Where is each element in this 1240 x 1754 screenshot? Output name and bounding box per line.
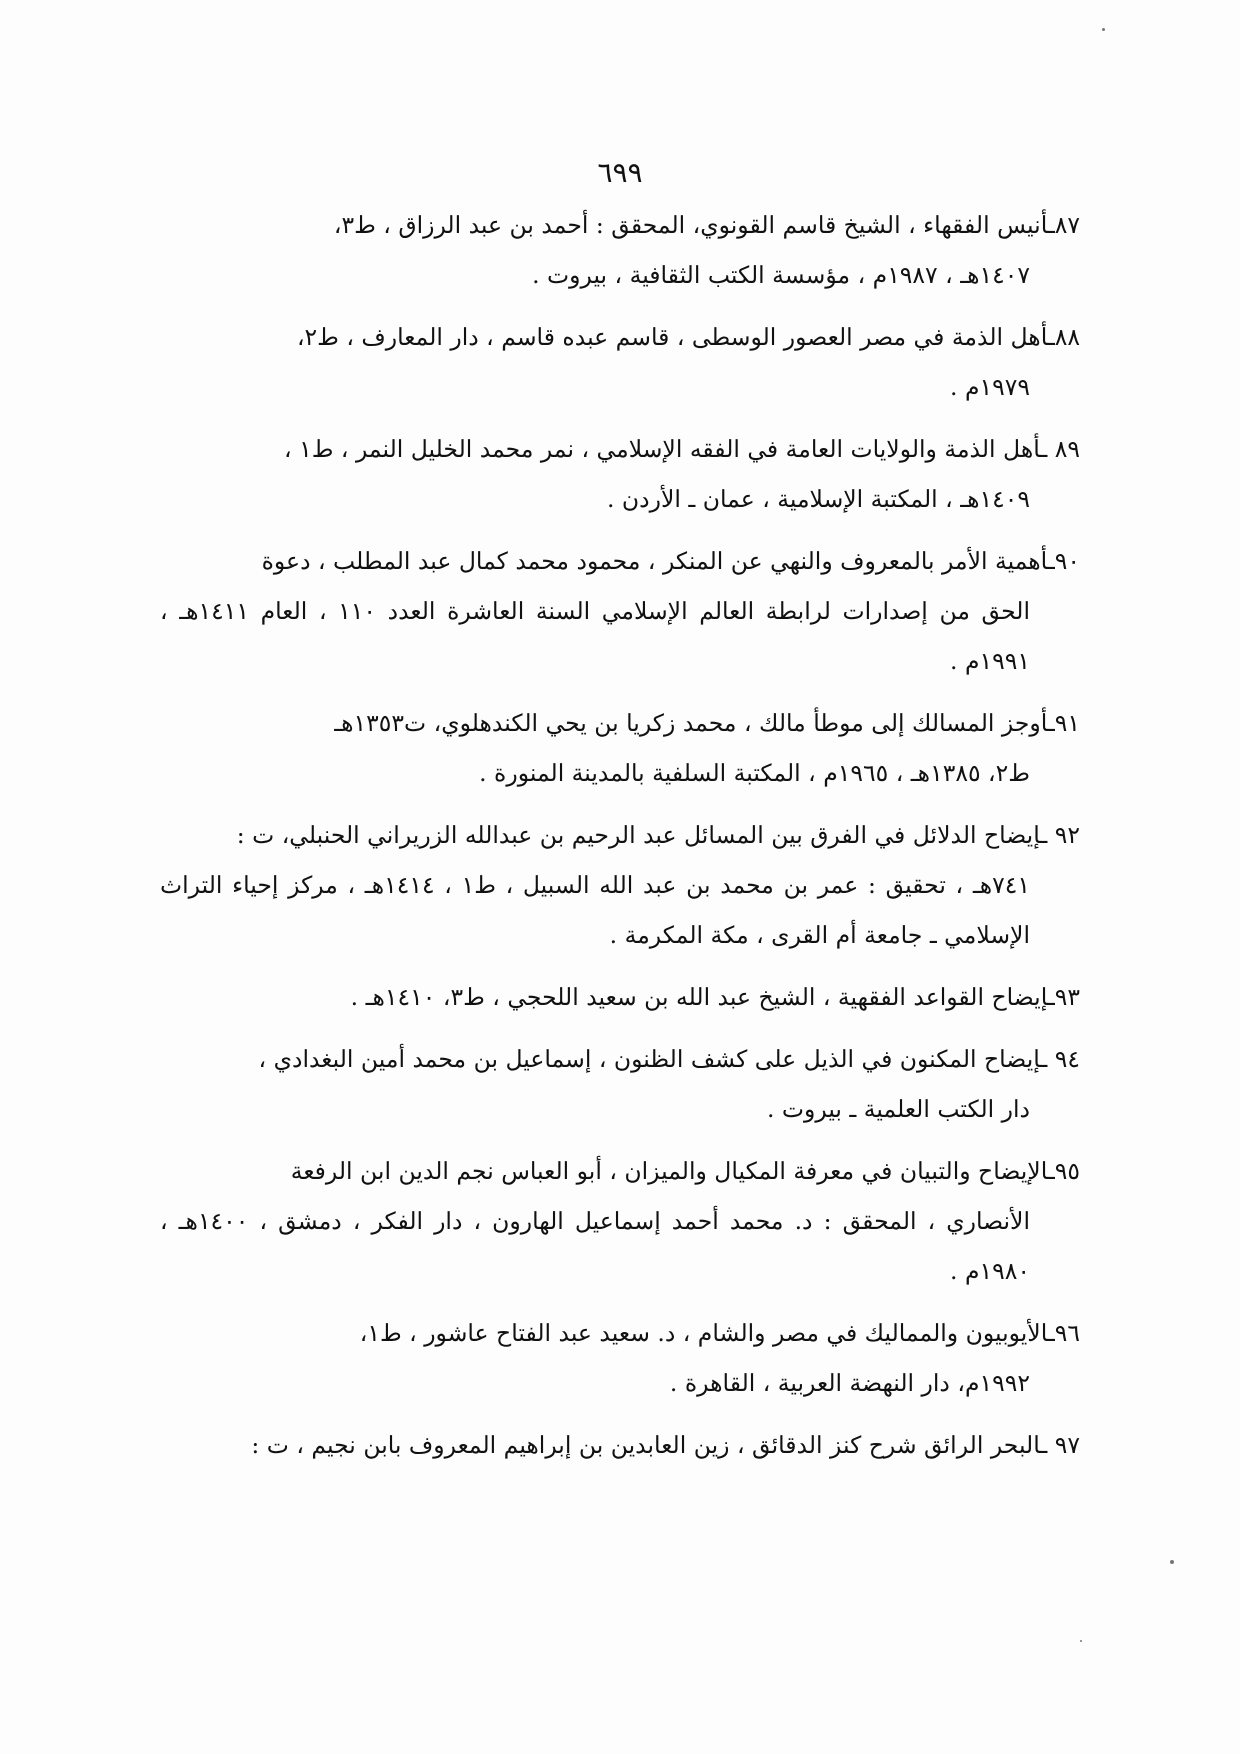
page-number: ٦٩٩: [597, 156, 643, 189]
entry-number: ٩٦ـ: [1047, 1319, 1080, 1347]
bibliography-entry-89: [160, 424, 1080, 524]
entry-first-line: أنيس الفقهاء ، الشيخ قاسم القونوي، المحقق : أحمد بن عبد الرزاق ، ط٣،: [333, 211, 1048, 239]
entry-first-line: إيضاح القواعد الفقهية ، الشيخ عبد الله بن سعيد اللحجي ، ط٣، ١٤١٠هـ .: [350, 983, 1048, 1011]
entry-continuation: ١٤٠٩هـ ، المكتبة الإسلامية ، عمان ـ الأردن .: [606, 485, 1030, 513]
bibliography-entry-87: [160, 200, 1080, 300]
bibliography-entry-97: [160, 1420, 1080, 1470]
entry-number: ٩٢ ـ: [1040, 821, 1080, 849]
entry-first-line: أوجز المسالك إلى موطأ مالك ، محمد زكريا بن يحي الكندهلوي، ت١٣٥٣هـ: [334, 709, 1048, 737]
bibliography-list: [160, 200, 1080, 1482]
entry-continuation: ١٤٠٧هـ ، ١٩٨٧م ، مؤسسة الكتب الثقافية ، بيروت .: [532, 261, 1030, 289]
entry-first-line: أهل الذمة والولايات العامة في الفقه الإسلامي ، نمر محمد الخليل النمر ، ط١ ،: [284, 435, 1041, 463]
scan-speck: [1170, 1560, 1174, 1564]
entry-continuation: ط٢، ١٣٨٥هـ ، ١٩٦٥م ، المكتبة السلفية بالمدينة المنورة .: [479, 759, 1030, 787]
entry-first-line: أهمية الأمر بالمعروف والنهي عن المنكر ، محمود محمد كمال عبد المطلب ، دعوة: [261, 547, 1048, 575]
bibliography-entry-92: [160, 810, 1080, 960]
bibliography-entry-90: [160, 536, 1080, 686]
bibliography-entry-91: [160, 698, 1080, 798]
entry-first-line: الأيوبيون والمماليك في مصر والشام ، د. سعيد عبد الفتاح عاشور ، ط١،: [359, 1319, 1048, 1347]
scan-speck: [1080, 1640, 1082, 1642]
scan-speck: [1102, 28, 1105, 31]
bibliography-entry-96: [160, 1308, 1080, 1408]
bibliography-entry-93: [160, 972, 1080, 1022]
entry-number: ٩٣ـ: [1047, 983, 1080, 1011]
entry-first-line: أهل الذمة في مصر العصور الوسطى ، قاسم عبده قاسم ، دار المعارف ، ط٢،: [296, 323, 1048, 351]
entry-number: ٩٤ ـ: [1040, 1045, 1080, 1073]
entry-number: ٨٨ـ: [1047, 323, 1080, 351]
entry-number: ٩٥ـ: [1047, 1157, 1080, 1185]
bibliography-entry-94: [160, 1034, 1080, 1134]
entry-continuation: الأنصاري ، المحقق : د. محمد أحمد إسماعيل الهارون ، دار الفكر ، دمشق ، ١٤٠٠هـ ، ١٩٨٠م .: [160, 1207, 1030, 1285]
entry-number: ٨٩ ـ: [1040, 435, 1080, 463]
entry-continuation: دار الكتب العلمية ـ بيروت .: [766, 1095, 1030, 1123]
entry-number: ٩١ـ: [1047, 709, 1080, 737]
bibliography-entry-95: [160, 1146, 1080, 1296]
entry-number: ٨٧ـ: [1047, 211, 1080, 239]
entry-continuation: ٧٤١هـ ، تحقيق : عمر بن محمد بن عبد الله السبيل ، ط١ ، ١٤١٤هـ ، مركز إحياء التراث الإسلامي ـ جامعة أم القرى ، مكة المكرمة .: [160, 871, 1030, 949]
entry-first-line: البحر الرائق شرح كنز الدقائق ، زين العابدين بن إبراهيم المعروف بابن نجيم ، ت :: [251, 1431, 1041, 1459]
bibliography-entry-88: [160, 312, 1080, 412]
entry-first-line: إيضاح المكنون في الذيل على كشف الظنون ، إسماعيل بن محمد أمين البغدادي ،: [258, 1045, 1041, 1073]
entry-first-line: الإيضاح والتبيان في معرفة المكيال والميزان ، أبو العباس نجم الدين ابن الرفعة: [290, 1157, 1048, 1185]
entry-number: ٩٧ ـ: [1040, 1431, 1080, 1459]
entry-number: ٩٠ـ: [1047, 547, 1080, 575]
entry-continuation: ١٩٩٢م، دار النهضة العربية ، القاهرة .: [669, 1369, 1030, 1397]
entry-first-line: إيضاح الدلائل في الفرق بين المسائل عبد الرحيم بن عبدالله الزريراني الحنبلي، ت :: [236, 821, 1041, 849]
entry-continuation: الحق من إصدارات لرابطة العالم الإسلامي السنة العاشرة العدد ١١٠ ، العام ١٤١١هـ ، ١٩٩١م .: [160, 597, 1030, 675]
entry-continuation: ١٩٧٩م .: [950, 373, 1030, 401]
